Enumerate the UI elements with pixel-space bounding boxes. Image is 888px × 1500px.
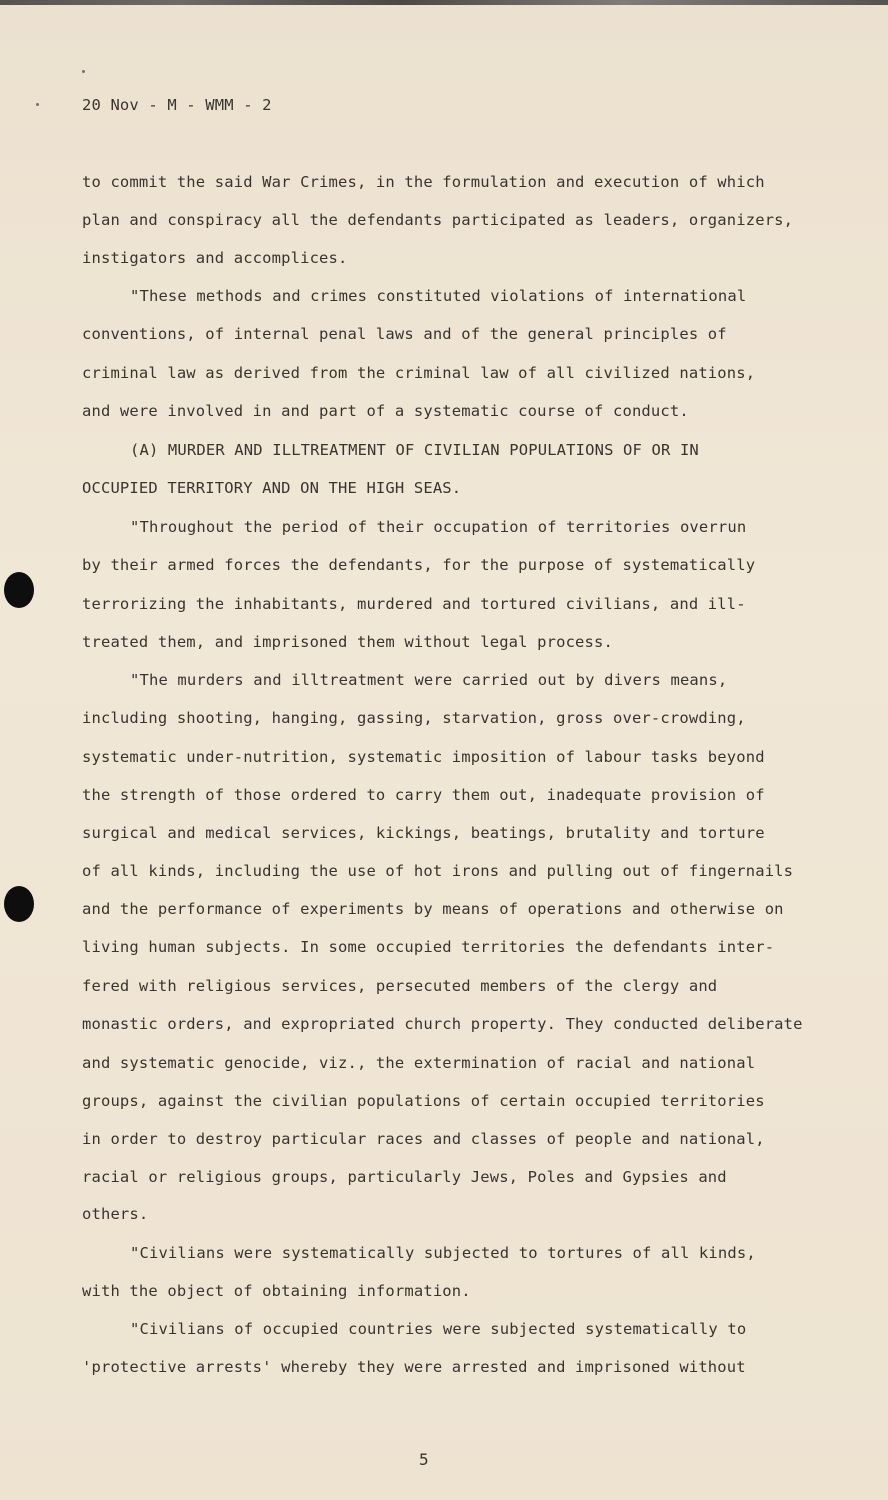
punch-hole-upper — [4, 572, 34, 608]
body-line: the strength of those ordered to carry them out, inadequate provision of — [82, 786, 765, 804]
body-line: criminal law as derived from the criminal law of all civilized nations, — [82, 364, 756, 382]
document-reference: 20 Nov - M - WMM - 2 — [82, 96, 272, 114]
scan-top-edge — [0, 0, 888, 5]
body-line: terrorizing the inhabitants, murdered and tortured civilians, and ill- — [82, 595, 746, 613]
body-line: "Civilians were systematically subjected to tortures of all kinds, — [130, 1244, 756, 1262]
body-line: groups, against the civilian populations of certain occupied territories — [82, 1092, 765, 1110]
body-line: plan and conspiracy all the defendants participated as leaders, organizers, — [82, 211, 794, 229]
body-line: conventions, of internal penal laws and of the general principles of — [82, 325, 727, 343]
ink-speck — [36, 103, 39, 106]
body-line: racial or religious groups, particularly Jews, Poles and Gypsies and — [82, 1168, 727, 1186]
body-line: with the object of obtaining information. — [82, 1282, 471, 1300]
body-line: of all kinds, including the use of hot irons and pulling out of fingernails — [82, 862, 794, 880]
body-line: "Civilians of occupied countries were subjected systematically to — [130, 1320, 747, 1338]
body-line: in order to destroy particular races and classes of people and national, — [82, 1130, 765, 1148]
ink-speck — [82, 70, 85, 73]
body-line: systematic under-nutrition, systematic imposition of labour tasks beyond — [82, 748, 765, 766]
body-line: treated them, and imprisoned them without legal process. — [82, 633, 613, 651]
body-line: others. — [82, 1205, 149, 1223]
body-line: monastic orders, and expropriated church property. They conducted deliberate — [82, 1015, 803, 1033]
body-line: and the performance of experiments by means of operations and otherwise on — [82, 900, 784, 918]
body-line: including shooting, hanging, gassing, starvation, gross over-crowding, — [82, 709, 746, 727]
section-heading: OCCUPIED TERRITORY AND ON THE HIGH SEAS. — [82, 479, 462, 497]
body-line: living human subjects. In some occupied territories the defendants inter- — [82, 938, 775, 956]
body-line: 'protective arrests' whereby they were arrested and imprisoned without — [82, 1358, 746, 1376]
body-line: by their armed forces the defendants, for the purpose of systematically — [82, 556, 756, 574]
section-heading: (A) MURDER AND ILLTREATMENT OF CIVILIAN POPULATIONS OF OR IN — [130, 441, 699, 459]
body-line: and were involved in and part of a systematic course of conduct. — [82, 402, 689, 420]
body-line: instigators and accomplices. — [82, 249, 348, 267]
body-line: surgical and medical services, kickings, beatings, brutality and torture — [82, 824, 765, 842]
body-line: fered with religious services, persecuted members of the clergy and — [82, 977, 718, 995]
body-line: to commit the said War Crimes, in the formulation and execution of which — [82, 173, 765, 191]
punch-hole-lower — [4, 886, 34, 922]
body-line: "Throughout the period of their occupation of territories overrun — [130, 518, 747, 536]
body-line: and systematic genocide, viz., the extermination of racial and national — [82, 1054, 756, 1072]
body-line: "These methods and crimes constituted violations of international — [130, 287, 747, 305]
page-number: 5 — [419, 1450, 429, 1469]
body-line: "The murders and illtreatment were carried out by divers means, — [130, 671, 728, 689]
